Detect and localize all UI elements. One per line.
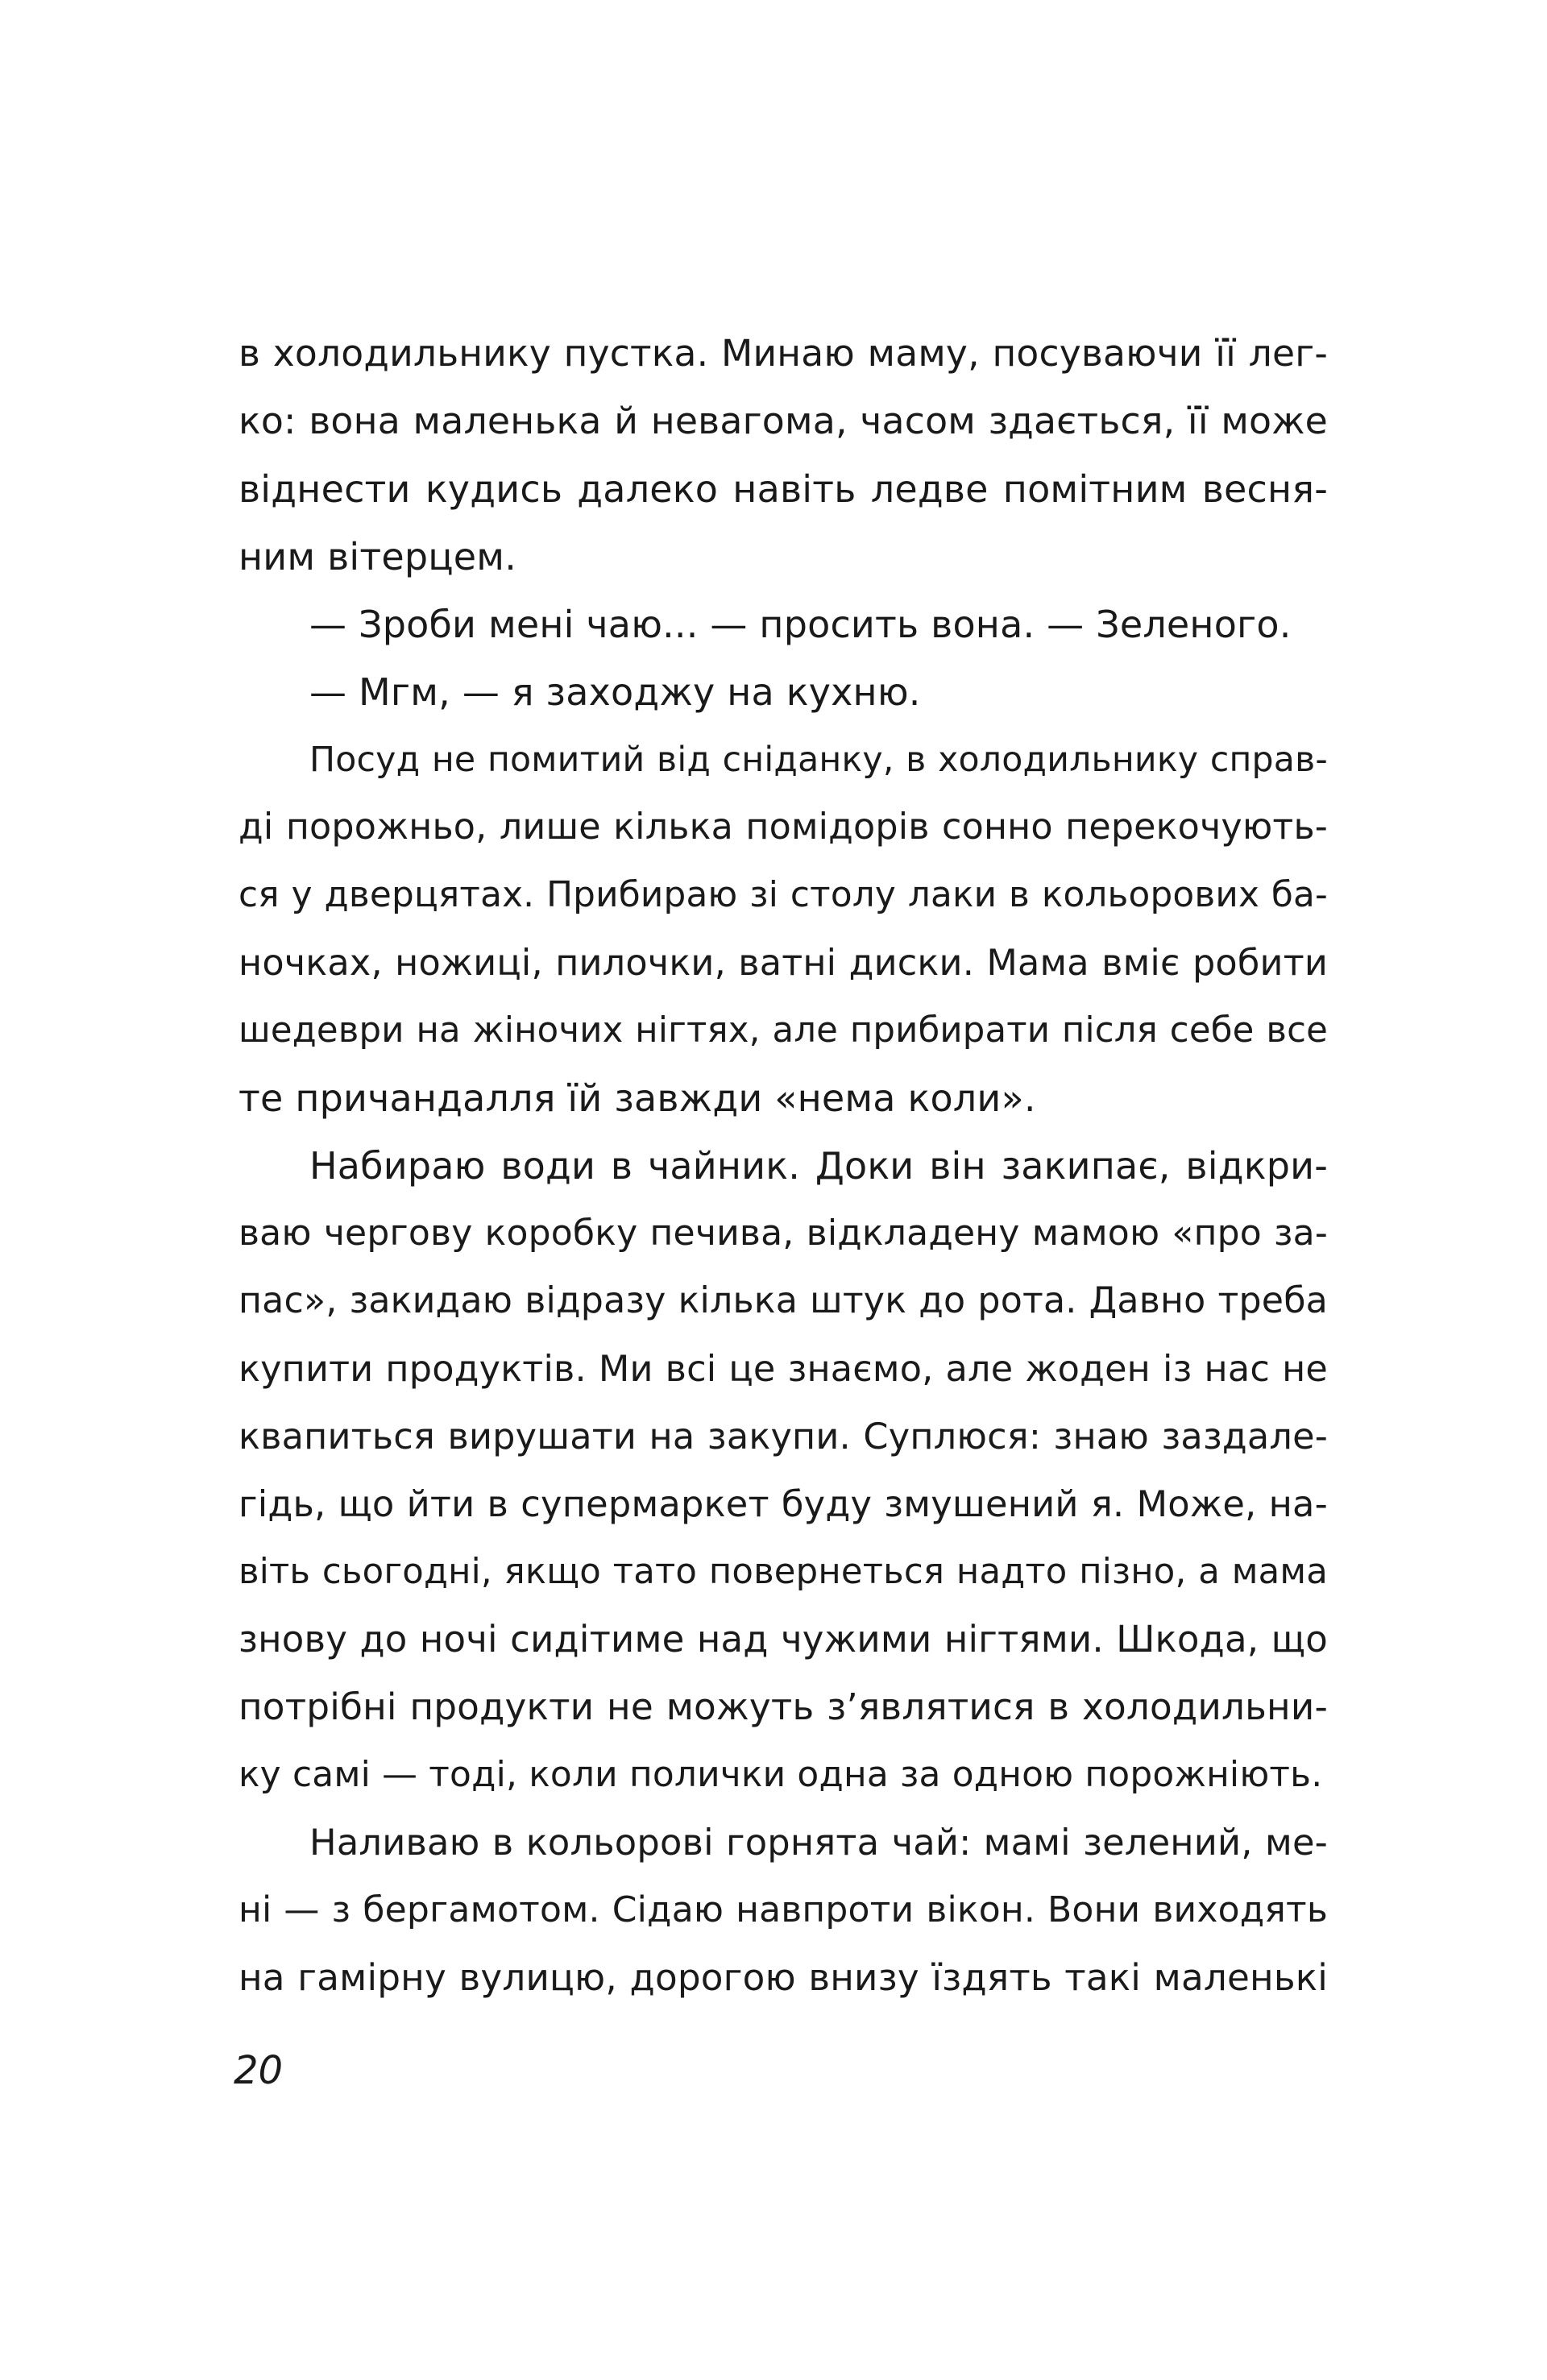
text-line: ним вітерцем. bbox=[238, 535, 517, 578]
text-line: в холодильнику пустка. Минаю маму, посуваючи її лег- bbox=[238, 332, 1328, 375]
page-number: 20 bbox=[234, 2048, 284, 2093]
text-line: ночках, ножиці, пилочки, ватні диски. Мама вміє робити bbox=[238, 942, 1328, 984]
text-line: ні — з бергамотом. Сідаю навпроти вікон. Вони виходять bbox=[238, 1889, 1328, 1930]
text-line: квапиться вирушати на закупи. Суплюся: знаю заздале- bbox=[238, 1416, 1328, 1457]
text-line: ку самі — тоді, коли полички одна за одною порожніють. bbox=[238, 1754, 1323, 1795]
text-line: віть сьогодні, якщо тато повернеться надто пізно, а мама bbox=[238, 1552, 1328, 1592]
text-line: ді порожньо, лише кілька помідорів сонно перекочують- bbox=[238, 806, 1328, 848]
text-line: віднести кудись далеко навіть ледве помітним весня- bbox=[238, 467, 1328, 511]
text-line: ко: вона маленька й невагома, часом здається, її може bbox=[238, 400, 1328, 442]
text-line: Набираю води в чайник. Доки він закипає, відкри- bbox=[309, 1144, 1328, 1188]
text-line: ваю чергову коробку печива, відкладену мамою «про за- bbox=[238, 1213, 1328, 1254]
body-text bbox=[238, 320, 1328, 2012]
text-line: купити продуктів. Ми всі це знаємо, але жоден із нас не bbox=[238, 1348, 1328, 1390]
text-line: — Мгм, — я заходжу на кухню. bbox=[309, 670, 921, 714]
text-line: знову до ночі сидітиме над чужими нігтями. Шкода, що bbox=[238, 1618, 1328, 1661]
text-line: Наливаю в кольорові горнята чай: мамі зелений, ме- bbox=[309, 1821, 1328, 1864]
text-line: гідь, що йти в супермаркет буду змушений я. Може, на- bbox=[238, 1482, 1328, 1525]
text-line: пас», закидаю відразу кілька штук до рота. Давно треба bbox=[238, 1280, 1328, 1321]
text-line: потрібні продукти не можуть з’являтися в холодильни- bbox=[238, 1685, 1328, 1728]
text-line: на гамірну вулицю, дорогою внизу їздять такі маленькі bbox=[238, 1956, 1328, 1999]
text-line: шедеври на жіночих нігтях, але прибирати після себе все bbox=[238, 1010, 1328, 1051]
text-line: ся у дверцятах. Прибираю зі столу лаки в кольорових ба- bbox=[238, 874, 1328, 915]
text-line: те причандалля їй завжди «нема коли». bbox=[238, 1076, 1036, 1120]
text-line: Посуд не помитий від сніданку, в холодильнику справ- bbox=[309, 740, 1328, 780]
text-line: — Зроби мені чаю... — просить вона. — Зеленого. bbox=[309, 603, 1292, 646]
